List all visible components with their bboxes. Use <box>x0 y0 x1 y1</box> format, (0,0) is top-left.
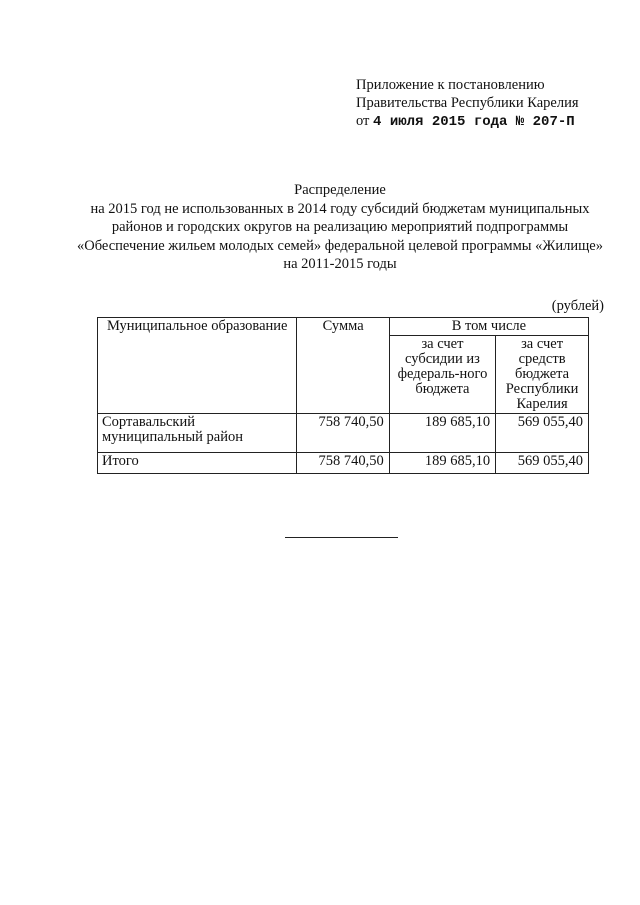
units-label: (рублей) <box>551 298 604 314</box>
appendix-line-1: Приложение к постановлению <box>356 77 545 93</box>
row-sum: 758 740,50 <box>297 414 389 453</box>
resolution-date-number: 4 июля 2015 года № 207-П <box>373 114 575 130</box>
header-regional: за счет средств бюджета Республики Карелия <box>496 336 589 414</box>
header-federal: за счет субсидии из федераль-ного бюджета <box>389 336 495 414</box>
total-sum: 758 740,50 <box>297 453 389 474</box>
document-title: Распределение <box>294 182 386 198</box>
row-federal: 189 685,10 <box>389 414 495 453</box>
appendix-header <box>356 76 579 131</box>
total-label: Итого <box>98 453 297 474</box>
distribution-table <box>97 317 589 474</box>
table-header-row <box>98 318 589 336</box>
appendix-date-prefix: от <box>356 113 374 129</box>
closing-rule <box>285 537 398 538</box>
appendix-line-2: Правительства Республики Карелия <box>356 95 579 111</box>
appendix-line-3 <box>356 112 579 131</box>
header-municipality: Муниципальное образование <box>98 318 297 414</box>
header-including: В том числе <box>389 318 588 336</box>
table-row <box>98 414 589 453</box>
total-regional: 569 055,40 <box>496 453 589 474</box>
document-subtitle: на 2015 год не использованных в 2014 году субсидий бюджетам муниципальных районов и городских округов на реализацию мероприятий подпрограммы «Обеспечение жильем молодых семей» федеральной целевой программы «Жилище» на 2011-2015 годы <box>77 200 603 272</box>
row-municipality-name: Сортавальский муниципальный район <box>98 414 297 453</box>
total-federal: 189 685,10 <box>389 453 495 474</box>
document-heading <box>70 181 610 274</box>
row-regional: 569 055,40 <box>496 414 589 453</box>
table-total-row <box>98 453 589 474</box>
header-sum: Сумма <box>297 318 389 414</box>
